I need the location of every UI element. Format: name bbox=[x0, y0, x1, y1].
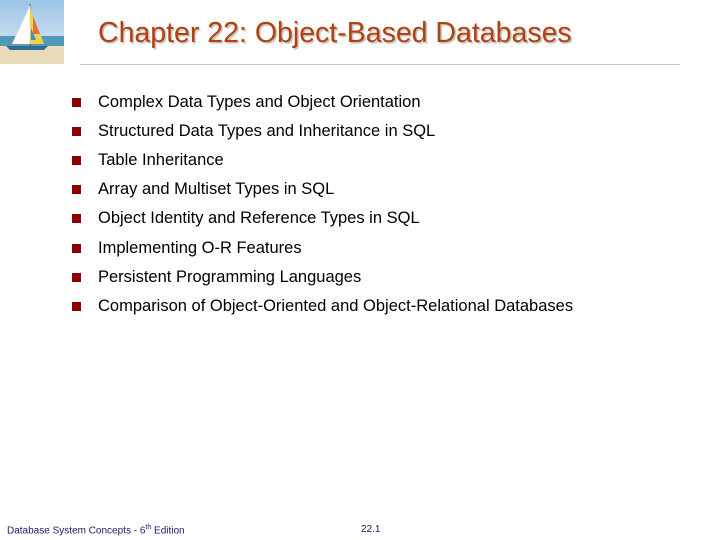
square-bullet-icon bbox=[72, 244, 81, 253]
bullet-text: Table Inheritance bbox=[98, 151, 224, 170]
slide-title: Chapter 22: Object-Based Databases bbox=[98, 17, 572, 49]
bullet-list bbox=[72, 88, 573, 321]
footer-book-title bbox=[7, 524, 185, 536]
footer-book-sup: th bbox=[145, 524, 152, 531]
sailboat-logo-image bbox=[0, 0, 64, 64]
square-bullet-icon bbox=[72, 185, 81, 194]
bullet-item bbox=[72, 146, 573, 175]
bullet-text: Complex Data Types and Object Orientation bbox=[98, 93, 421, 112]
bullet-item bbox=[72, 263, 573, 292]
bullet-text: Comparison of Object-Oriented and Object-Relational Databases bbox=[98, 296, 574, 315]
bullet-item bbox=[72, 292, 573, 321]
square-bullet-icon bbox=[72, 302, 81, 311]
bullet-text: Array and Multiset Types in SQL bbox=[98, 180, 335, 199]
bullet-text: Structured Data Types and Inheritance in SQL bbox=[98, 122, 436, 141]
page-number: 22.1 bbox=[361, 524, 381, 535]
square-bullet-icon bbox=[72, 156, 81, 165]
square-bullet-icon bbox=[72, 98, 81, 107]
footer-book-prefix: Database System Concepts - 6 bbox=[7, 525, 146, 537]
footer-book-suffix: Edition bbox=[151, 525, 185, 537]
square-bullet-icon bbox=[72, 214, 81, 223]
bullet-text: Object Identity and Reference Types in SQL bbox=[98, 209, 420, 228]
bullet-item bbox=[72, 117, 573, 146]
bullet-item bbox=[72, 233, 573, 262]
bullet-item bbox=[72, 175, 573, 204]
square-bullet-icon bbox=[72, 127, 81, 136]
bullet-item bbox=[72, 88, 573, 117]
bullet-item bbox=[72, 204, 573, 233]
square-bullet-icon bbox=[72, 273, 81, 282]
bullet-text: Implementing O-R Features bbox=[98, 238, 302, 257]
bullet-text: Persistent Programming Languages bbox=[98, 267, 362, 286]
